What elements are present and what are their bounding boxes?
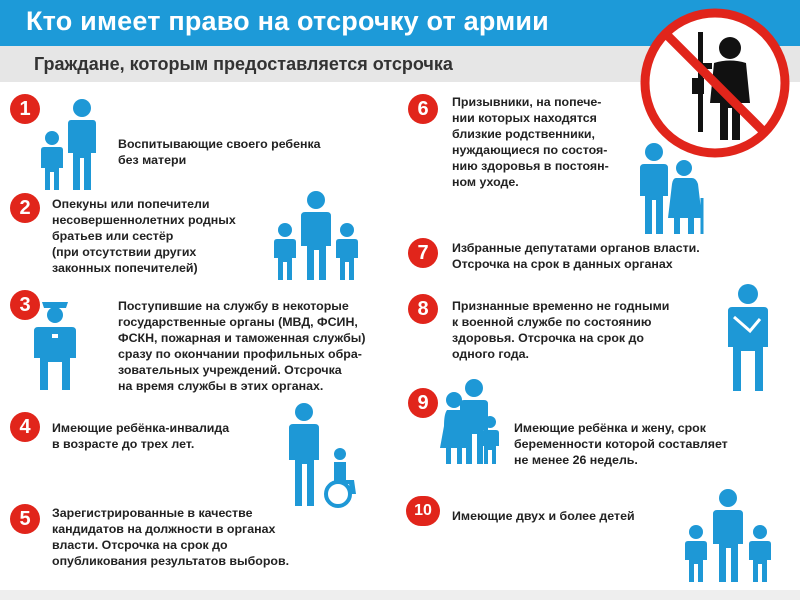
item-5-text: Зарегистрированные в качестве кандидатов на должности в органах власти. Отсрочка на срок до опубликования результатов выборов.	[52, 506, 290, 568]
item-2-number: 2	[10, 193, 40, 223]
item-9-number: 9	[408, 388, 438, 418]
police-officer-icon	[30, 298, 80, 393]
item-3-text: Поступившие на службу в некоторые государственные органы (МВД, ФСИН, ФСКН, пожарная и таможенная службы) сразу по окончании профильных обра- зовательных учреждений. Отсрочка на время службы в этих органах.	[118, 299, 366, 393]
no-soldier-icon	[640, 8, 790, 158]
item-4-text: Имеющие ребёнка-инвалида в возрасте до трех лет.	[52, 421, 230, 451]
item-1-text: Воспитывающие своего ребенка без матери	[118, 137, 321, 167]
father-with-child-icon	[38, 98, 104, 193]
item-6-text: Призывники, на попече- нии которых находятся близкие родственники, нуждающиеся по состоя- нию здоровья в постоян- ном уходе.	[452, 95, 609, 189]
item-7-text: Избранные депутатами органов власти. Отсрочка на срок в данных органах	[452, 241, 700, 271]
item-4-number: 4	[10, 412, 40, 442]
item-8-text: Признанные временно не годными к военной службе по состоянию здоровья. Отсрочка на срок до одного года.	[452, 299, 670, 361]
pregnant-wife-family-icon	[440, 378, 502, 466]
item-2-text: Опекуны или попечители несовершеннолетних родных братьев или сестёр (при отсутствии других законных попечителей)	[52, 197, 236, 275]
elderly-couple-icon	[636, 140, 706, 236]
father-with-two-children-icon	[684, 488, 774, 586]
item-5-number: 5	[10, 504, 40, 534]
parent-with-wheelchair-child-icon	[282, 402, 364, 510]
injured-man-icon	[722, 283, 774, 395]
item-10-text: Имеющие двух и более детей	[452, 509, 635, 523]
item-9-text: Имеющие ребёнка и жену, срок беременности которой составляет не менее 26 недель.	[514, 421, 728, 467]
item-3-number: 3	[10, 290, 40, 320]
bottom-bar	[0, 590, 800, 600]
page-title: Кто имеет право на отсрочку от армии	[26, 6, 549, 36]
item-8-number: 8	[408, 294, 438, 324]
item-7-number: 7	[408, 238, 438, 268]
guardian-with-children-icon	[273, 190, 363, 282]
page-subtitle: Граждане, которым предоставляется отсрочка	[34, 54, 453, 74]
item-10-number: 10	[406, 496, 440, 526]
item-1-number: 1	[10, 94, 40, 124]
item-6-number: 6	[408, 94, 438, 124]
